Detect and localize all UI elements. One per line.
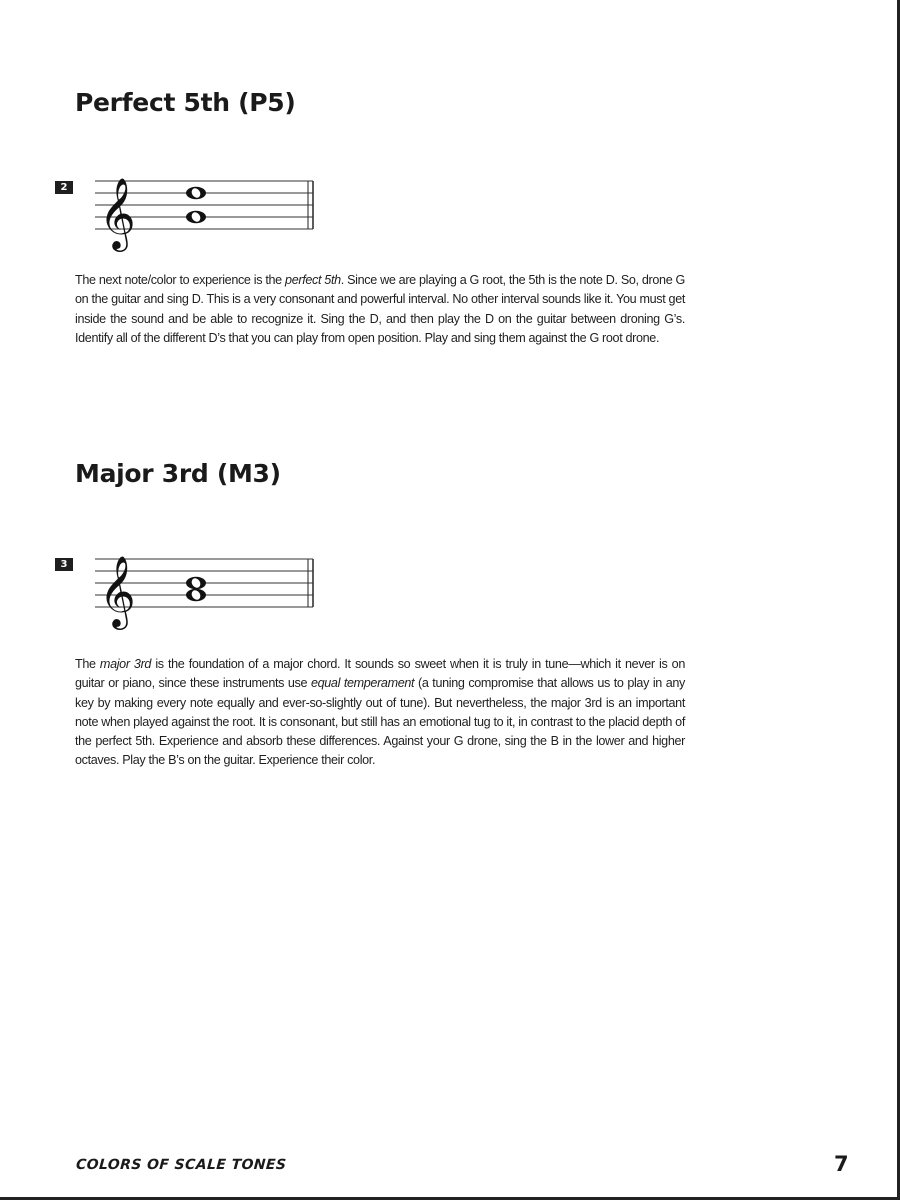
music-staff-major-3rd	[95, 538, 320, 633]
paragraph-perfect-5th: The next note/color to experience is the perfect 5th. Since we are playing a G root, the 5th is the note D. So, drone G on the guitar and sing D. This is a very consonant and powerful interval. No other interval sounds like it. You must get inside the sound and be able to recognize it. Sing the D, and then play the D on the guitar between droning G’s. Identify all of the different D’s that you can play from open position. Play and sing them against the G root drone.	[75, 273, 685, 345]
section-heading-perfect-5th: Perfect 5th (P5)	[75, 88, 296, 117]
treble-clef-icon: 𝄞	[99, 176, 136, 249]
whole-note-d	[186, 187, 206, 200]
paragraph-major-3rd: The major 3rd is the foundation of a major chord. It sounds so sweet when it is truly in tune—which it never is on guitar or piano, since these instruments use equal temperament (a tuning compromise that allows us to play in any key by making every note equally and ever-so-slightly out of tune). But nevertheless, the major 3rd is an important note when played against the root. It is consonant, but still has an emotional tug to it, in contrast to the placid depth of the perfect 5th. Experience and absorb these differences. Against your G drone, sing the B in the lower and higher octaves. Play the B’s on the guitar. Experience their color.	[75, 657, 685, 768]
whole-note-g	[186, 589, 206, 602]
music-staff-perfect-5th	[95, 160, 320, 255]
audio-track-badge: 2	[55, 181, 73, 194]
treble-clef-icon: 𝄞	[99, 554, 136, 627]
footer-book-title: COLORS OF SCALE TONES	[75, 1157, 287, 1173]
section-heading-major-3rd: Major 3rd (M3)	[75, 459, 281, 488]
whole-note-b	[186, 577, 206, 590]
page-number: 7	[834, 1152, 849, 1176]
whole-note-g	[186, 211, 206, 224]
audio-track-badge: 3	[55, 558, 73, 571]
